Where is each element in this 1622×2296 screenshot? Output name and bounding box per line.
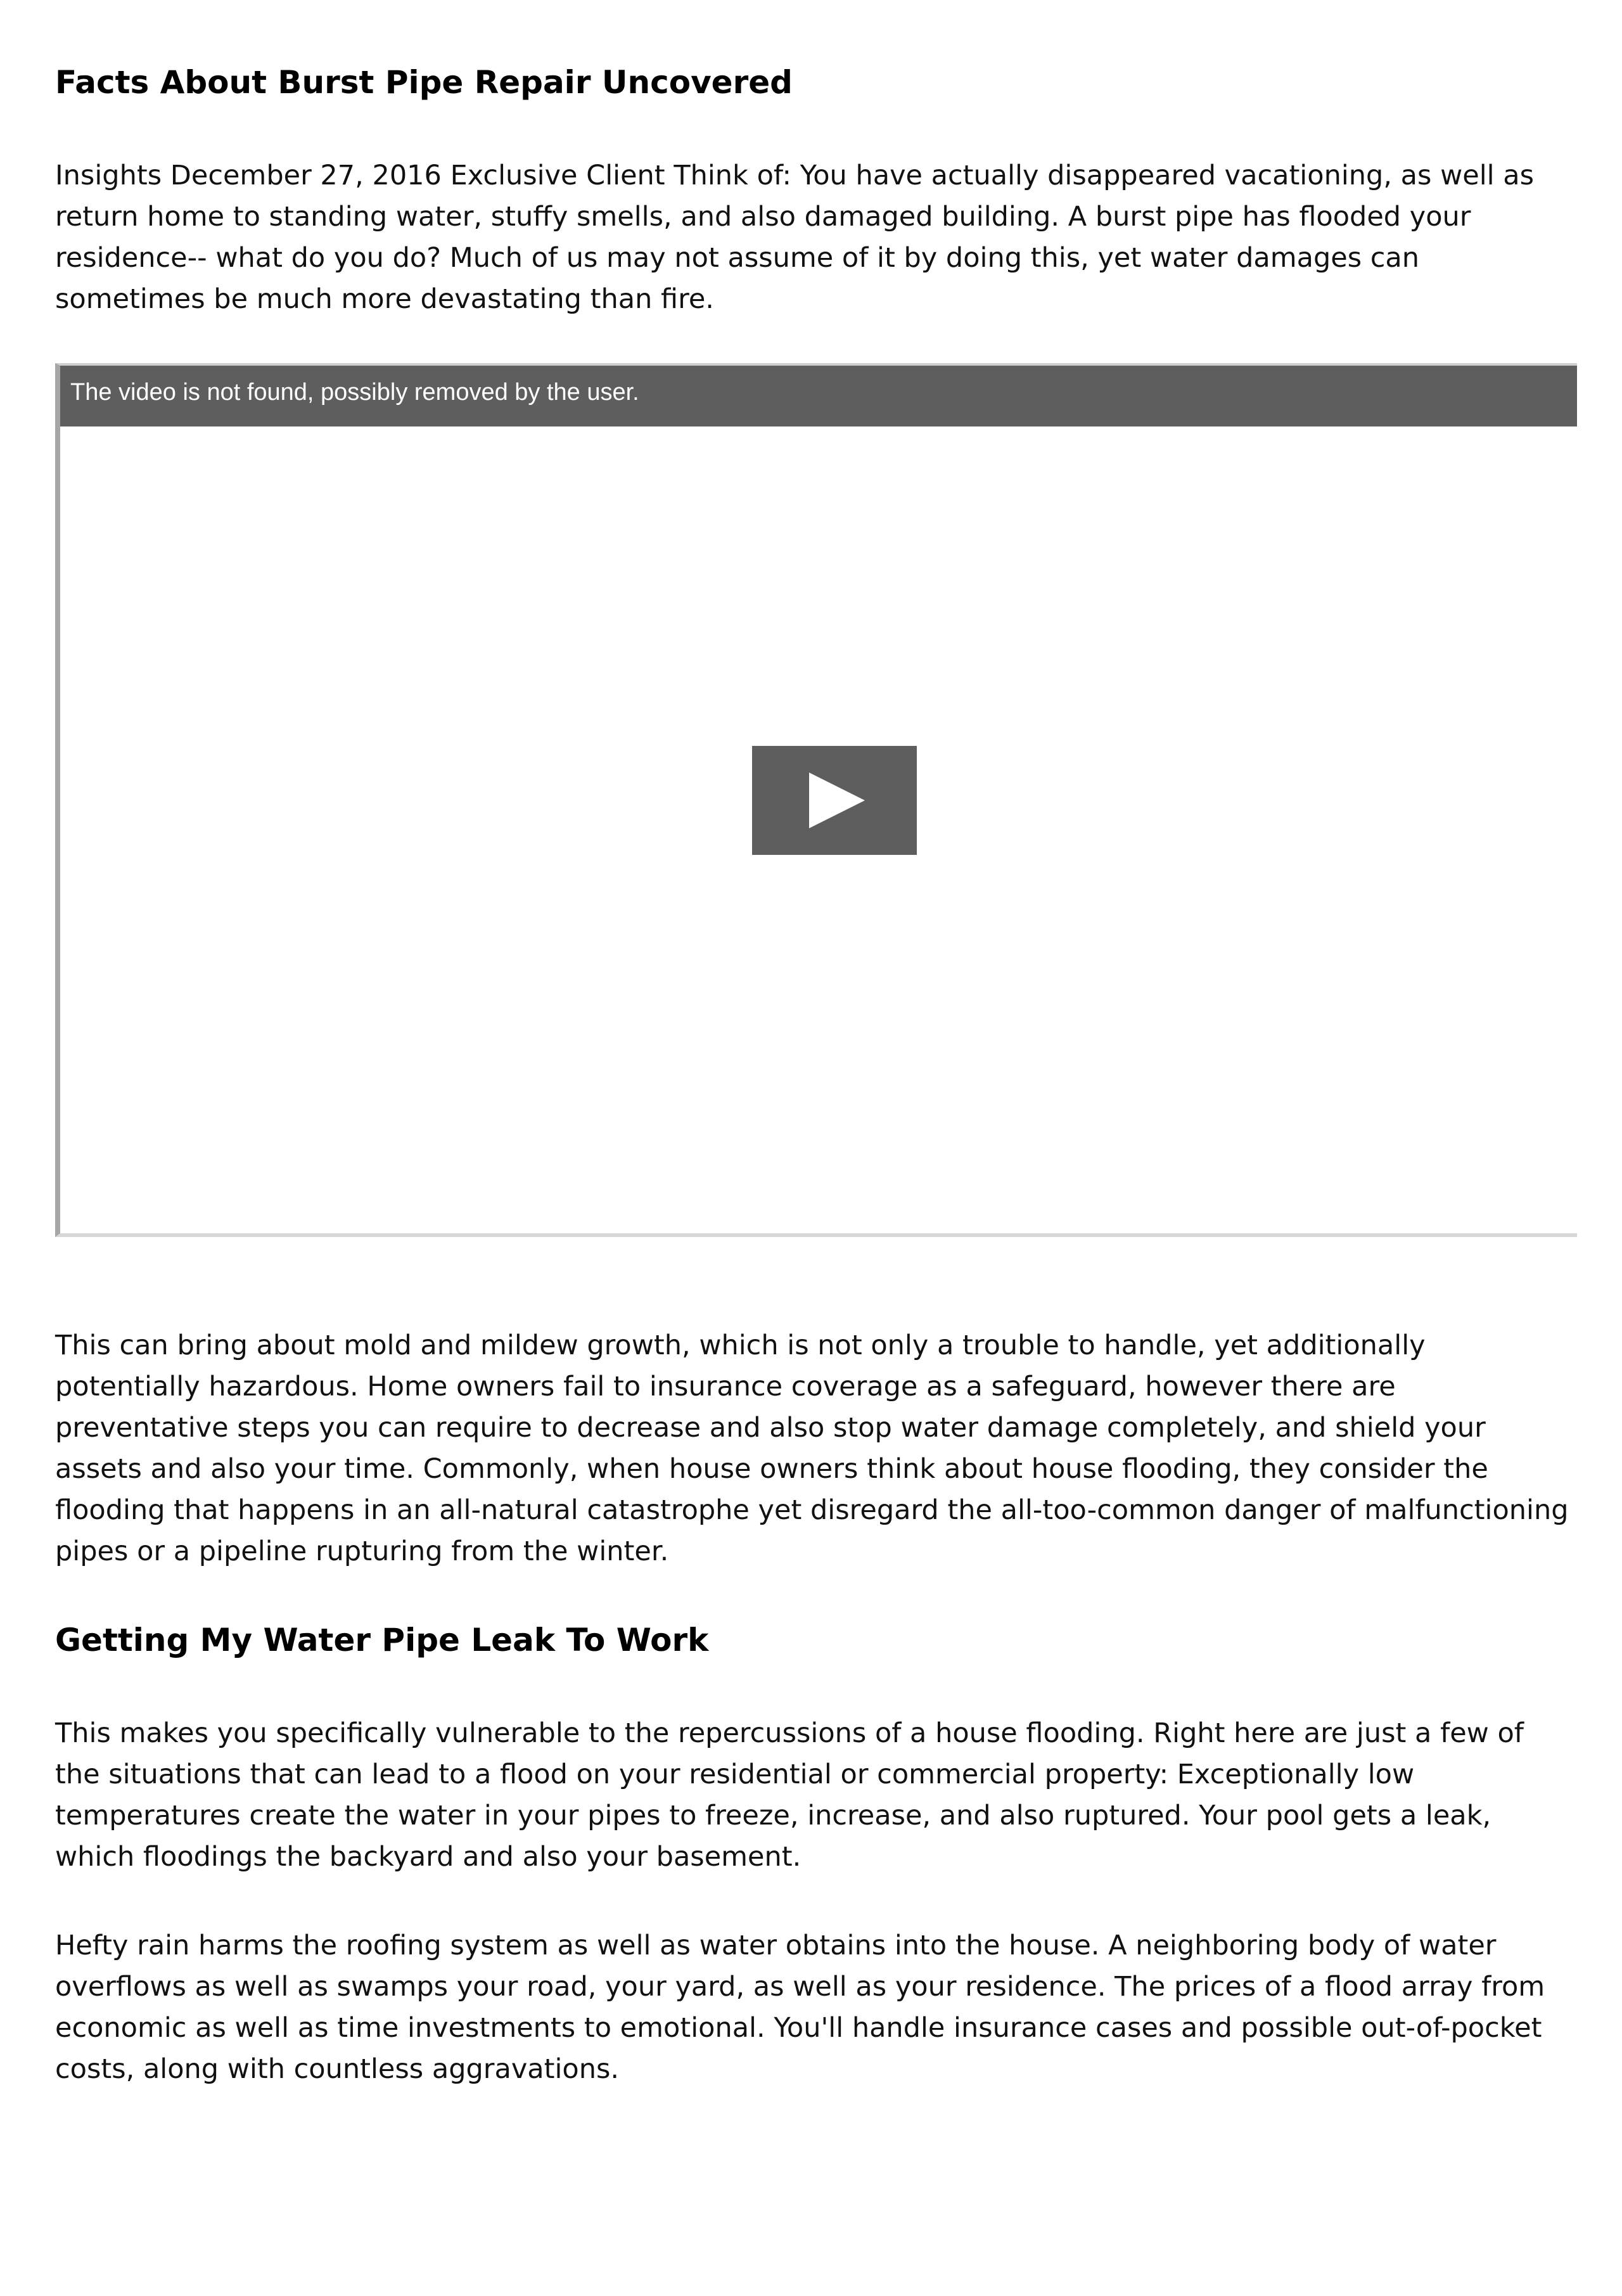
play-icon — [752, 746, 917, 855]
video-error-message: The video is not found, possibly removed by the user. — [70, 379, 639, 406]
video-player[interactable] — [55, 363, 1577, 1237]
body-paragraph: Hefty rain harms the roofing system as well as water obtains into the house. A neighboring body of water overflows as well as swamps your road, your yard, as well as your residence. The prices of a flood array from economic as well as time investments to emotional. You'll handle insurance cases and possible out-of-pocket costs, along with countless aggravations. — [55, 1930, 1545, 2085]
play-button[interactable] — [752, 746, 917, 855]
body-paragraph: This makes you specifically vulnerable to the repercussions of a house flooding. Right here are just a few of the situations that can lead to a flood on your residential or commercial property: Exceptionally low temperatures create the water in your pipes to freeze, increase, and also ruptured. Your pool gets a leak, which floodings the backyard and also your basement. — [55, 1717, 1524, 1873]
section-heading: Getting My Water Pipe Leak To Work — [55, 1622, 709, 1658]
body-paragraph: This can bring about mold and mildew growth, which is not only a trouble to handle, yet additionally potentially hazardous. Home owners fail to insurance coverage as a safeguard, however there are preventative steps you can require to decrease and also stop water damage completely, and shield your assets and also your time. Commonly, when house owners think about house flooding, they consider the flooding that happens in an all-natural catastrophe yet disregard the all-too-common danger of malfunctioning pipes or a pipeline rupturing from the winter. — [55, 1330, 1569, 1567]
video-error-bar — [60, 366, 1577, 426]
intro-paragraph: Insights December 27, 2016 Exclusive Client Think of: You have actually disappeared vacationing, as well as return home to standing water, stuffy smells, and also damaged building. A burst pipe has flooded your residence-- what do you do? Much of us may not assume of it by doing this, yet water damages can sometimes be much more devastating than fire. — [55, 160, 1535, 315]
article-title: Facts About Burst Pipe Repair Uncovered — [55, 64, 793, 101]
